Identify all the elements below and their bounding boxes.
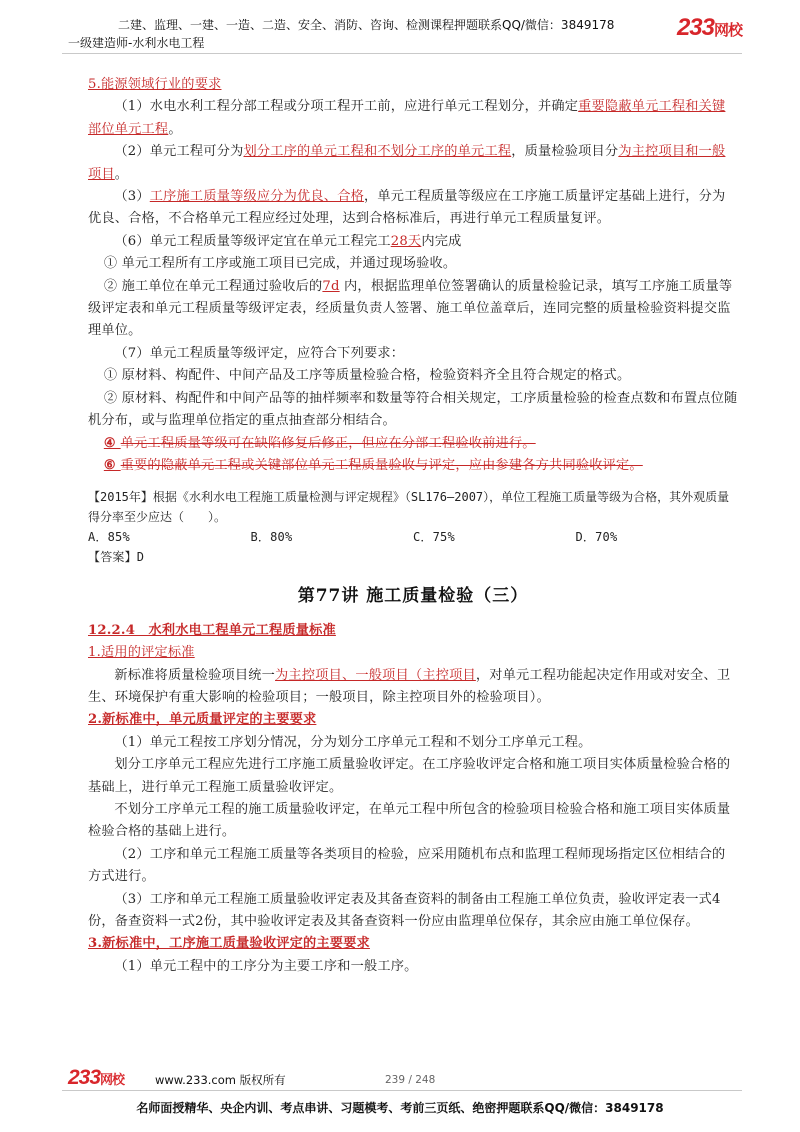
footer-divider bbox=[62, 1090, 742, 1091]
condition-1: ① 单元工程所有工序或施工项目已完成，并通过现场验收。 bbox=[103, 256, 457, 272]
paragraph-t3: 划分工序单元工程应先进行工序施工质量验收评定。在工序验收评定合格和施工项目实体质量检验合格的基础上，进行单元工程施工质量验收评定。 bbox=[88, 757, 731, 795]
page-number: 239 / 248 bbox=[385, 1074, 436, 1086]
option-b: B．80% bbox=[250, 530, 293, 545]
brand-logo[interactable]: 233网校 bbox=[676, 14, 742, 41]
footer-ad-text: 名师面授精华、央企内训、考点串讲、习题模考、考前三页纸、绝密押题联系QQ/微信：3849178 bbox=[136, 1101, 664, 1115]
section-title-energy: 5.能源领域行业的要求 bbox=[88, 77, 222, 92]
header-ad-text: 二建、监理、一建、一造、二造、安全、消防、咨询、检测课程押题联系QQ/微信：3849178 bbox=[118, 18, 615, 32]
subsection-2: 2.新标准中，单元质量评定的主要要求 bbox=[88, 712, 317, 728]
requirement-4: ④ 单元工程质量等级可在缺陷修复后修正，但应在分部工程验收前进行。 bbox=[103, 435, 536, 451]
paragraph-t2: （1）单元工程按工序划分情况，分为划分工序单元工程和不划分工序单元工程。 bbox=[114, 734, 592, 750]
paragraph-standard: 新标准将质量检验项目统一为主控项目、一般项目（主控项目，对单元工程功能起决定作用或对安全、卫生、环境保护有重大影响的检验项目；一般项目，除主控项目外的检验项目）。 bbox=[88, 667, 731, 705]
header-subject: 一级建造师-水利水电工程 bbox=[68, 36, 205, 50]
option-a: A．85% bbox=[88, 530, 130, 545]
header-divider bbox=[62, 53, 742, 54]
lecture-title: 第77讲 施工质量检验（三） bbox=[297, 586, 529, 607]
subsection-3: 3.新标准中，工序施工质量验收评定的主要要求 bbox=[88, 936, 370, 952]
exam-question: 【2015年】根据《水利水电工程施工质量检测与评定规程》（SL176—2007），单位工程施工质量等级为合格，其外观质量得分率至少应达（ ）。 bbox=[88, 490, 730, 525]
paragraph-6: （6）单元工程质量等级评定宜在单元工程完工28天内完成 bbox=[114, 233, 462, 249]
requirement-1: ① 原材料、构配件、中间产品及工序等质量检验合格，检验资料齐全且符合规定的格式。 bbox=[103, 368, 631, 384]
section-title-12-2-4: 12.2.4 水利水电工程单元工程质量标准 bbox=[88, 622, 336, 638]
paragraph-t7: （1）单元工程中的工序分为主要工序和一般工序。 bbox=[114, 958, 418, 974]
paragraph-t6: （3）工序和单元工程施工质量验收评定表及其备查资料的制备由工程施工单位负责，验收评定表一式4份，备查资料一式2份，其中验收评定表及其备查资料一份应由监理单位保存，其余应由施工单位保存。 bbox=[88, 891, 721, 929]
paragraph-1: （1）水电水利工程分部工程或分项工程开工前，应进行单元工程划分，并确定重要隐蔽单元工程和关键部位单元工程。 bbox=[88, 99, 726, 137]
requirement-6: ⑥ 重要的隐蔽单元工程或关键部位单元工程质量验收与评定，应由参建各方共同验收评定。 bbox=[103, 457, 643, 473]
paragraph-3: （3）工序施工质量等级应分为优良、合格，单元工程质量等级应在工序施工质量评定基础上进行，分为优良、合格，不合格单元工程应经过处理，达到合格标准后，再进行单元工程质量复评。 bbox=[88, 189, 726, 227]
footer-logo[interactable]: 233网校 bbox=[68, 1066, 125, 1089]
paragraph-t4: 不划分工序单元工程的施工质量验收评定，在单元工程中所包含的检验项目检验合格和施工项目实体质量检验合格的基础上进行。 bbox=[88, 801, 731, 840]
condition-2: ② 施工单位在单元工程通过验收后的7d 内，根据监理单位签署确认的质量检验记录，填写工序施工质量等级评定表和单元工程质量等级评定表，经质量负责人签署、施工单位盖章后，连同完整的质量检验资料提交监理单位。 bbox=[88, 278, 733, 339]
option-c: C．75% bbox=[413, 530, 455, 545]
exam-answer: 【答案】D bbox=[88, 550, 145, 565]
paragraph-t5: （2）工序和单元工程施工质量等各类项目的检验，应采用随机布点和监理工程师现场指定区位相结合的方式进行。 bbox=[88, 846, 726, 885]
footer-site-link[interactable]: www.233.com 版权所有 bbox=[155, 1073, 286, 1087]
option-d: D．70% bbox=[575, 530, 618, 545]
paragraph-7: （7）单元工程质量等级评定，应符合下列要求： bbox=[114, 345, 405, 361]
requirement-2: ② 原材料、构配件和中间产品等的抽样频率和数量等符合相关规定，工序质量检验的检查点数和布置点位随机分布，或与监理单位指定的重点抽查部分相结合。 bbox=[88, 390, 738, 429]
paragraph-2: （2）单元工程可分为划分工序的单元工程和不划分工序的单元工程，质量检验项目分为主控项目和一般项目。 bbox=[88, 144, 726, 182]
exam-options bbox=[88, 527, 738, 547]
subsection-1: 1.适用的评定标准 bbox=[88, 645, 195, 661]
document-body bbox=[88, 74, 738, 978]
